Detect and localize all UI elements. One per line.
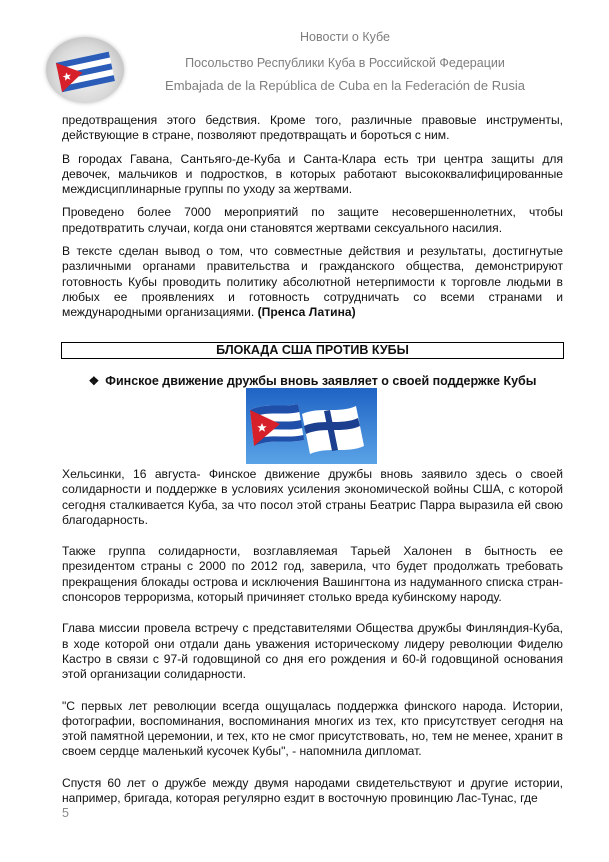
article-paragraph: Глава миссии провела встречу с представителями Общества дружбы Финляндия-Куба, в ходе которой они отдали дань уважения историческому лидеру революции Фиделю Кастро в связи с 97-й годовщиной со дня его рождения и 60-й годовщиной основания этой организации солидарности.	[62, 621, 563, 682]
article-title-text: Финское движение дружбы вновь заявляет о своей поддержке Кубы	[105, 374, 537, 388]
paragraph-text: В тексте сделан вывод о том, что совместные действия и результаты, достигнутые различными органами правительства и гражданского общества, демонстрируют готовность Кубы проводить политику абсолютной нетерпимости к торговле людьми в любых ее проявлениях и готовность сотрудничать со всеми странами и международными организациями.	[62, 244, 563, 320]
article-paragraph: Также группа солидарности, возглавляемая Тарьей Халонен в бытность ее президентом страны с 2000 по 2012 год, заверила, что будет продолжать требовать прекращения блокады острова и исключения Вашингтона из надуманного списка стран-спонсоров терроризма, который причиняет столько вреда кубинскому народу.	[62, 544, 563, 605]
paragraph: предотвращения этого бедствия. Кроме того, различные правовые инструменты, действующие в стране, позволяют предотвращать и бороться с ним.	[62, 113, 563, 143]
paragraph: В городах Гавана, Сантьяго-де-Куба и Санта-Клара есть три центра защиты для девочек, мальчиков и подростков, в которых работают высококвалифицированные междисциплинарные группы по уходу за жертвами.	[62, 151, 563, 197]
header-embassy-es: Embajada de la República de Cuba en la Federación de Rusia	[165, 78, 525, 93]
section-heading: БЛОКАДА США ПРОТИВ КУБЫ	[61, 342, 564, 359]
paragraph: Проведено более 7000 мероприятий по защите несовершеннолетних, чтобы предотвратить случаи, когда они становятся жертвами сексуального насилия.	[62, 205, 563, 235]
header-embassy-ru: Посольство Республики Куба в Российской Федерации	[185, 56, 505, 70]
article-title	[62, 374, 563, 388]
diamond-bullet-icon: ❖	[88, 374, 100, 388]
page-header	[0, 0, 609, 105]
paragraph	[62, 244, 563, 320]
intro-text	[62, 113, 563, 321]
source-attribution: (Пренса Латина)	[257, 305, 356, 320]
page-number: 5	[62, 806, 69, 820]
cuba-finland-flags-icon	[246, 388, 377, 464]
article-paragraph: Хельсинки, 16 августа- Финское движение дружбы вновь заявило здесь о своей солидарности и поддержке в условиях усиления экономической войны США, с которой сегодня сталкивается Куба, за что посол этой страны Беатрис Парра выразила ей свою благодарность.	[62, 467, 563, 527]
header-title: Новости о Кубе	[300, 30, 390, 44]
article-body	[62, 467, 563, 822]
cuba-flag-logo-icon	[46, 37, 124, 103]
article-paragraph: "С первых лет революции всегда ощущалась поддержка финского народа. Истории, фотографии, воспоминания, воспоминания многих из тех, кто присутствует сегодня на этой памятной церемонии, и тех, кто не смог присутствовать, но, тем не менее, хранит в своем сердце маленький кусочек Кубы", - напомнила дипломат.	[62, 698, 563, 759]
article-paragraph: Спустя 60 лет о дружбе между двумя народами свидетельствуют и другие истории, например, бригада, которая регулярно ездит в восточную провинцию Лас-Тунас, где	[62, 775, 563, 806]
